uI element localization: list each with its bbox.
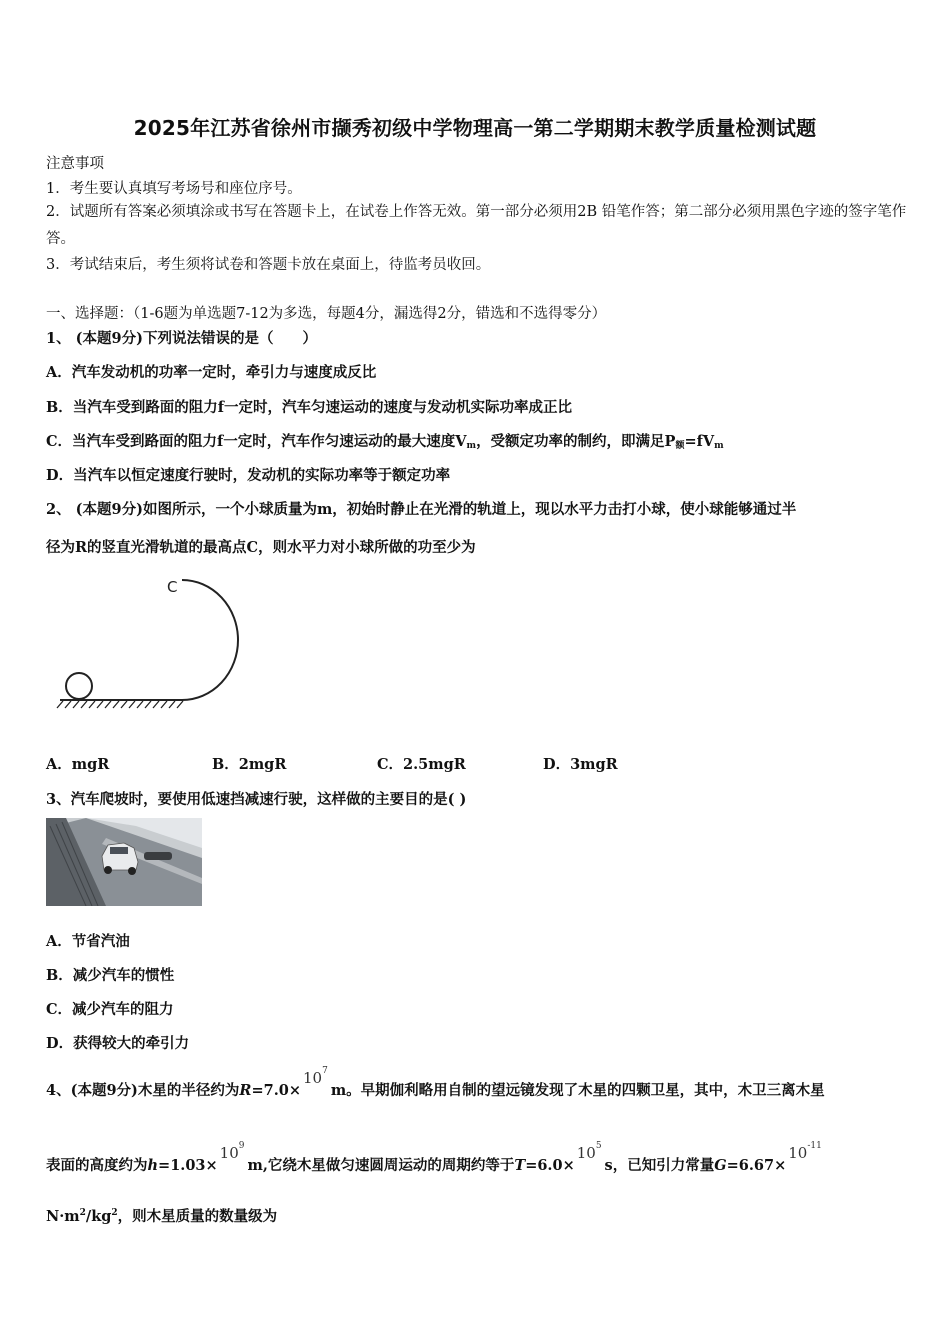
ground-hatching bbox=[57, 701, 183, 708]
q4-pow-r: $10^7$ bbox=[303, 1066, 328, 1087]
q1-c-text: C．当汽车受到路面的阻力f一定时，汽车作匀速运动的最大速度V bbox=[46, 433, 467, 450]
q4-p2-val2: =6.0× bbox=[525, 1157, 575, 1174]
q3-option-d: D．获得较大的牵引力 bbox=[46, 1035, 190, 1052]
q3-stem: 3、汽车爬坡时，要使用低速挡减速行驶，这样做的主要目的是( ) bbox=[46, 791, 467, 808]
notice-heading: 注意事项 bbox=[46, 156, 104, 172]
q4-var-t: T bbox=[514, 1157, 526, 1174]
q1-option-a: A．汽车发动机的功率一定时，牵引力与速度成反比 bbox=[46, 364, 377, 381]
q2-option-d: D．3mgR bbox=[543, 756, 618, 773]
q4-p2-pre: 表面的高度约为 bbox=[46, 1157, 148, 1174]
q3-option-b: B．减少汽车的惯性 bbox=[46, 967, 175, 984]
q4-p2-mid2: s，已知引力常量 bbox=[604, 1157, 715, 1174]
car-on-slope-photo bbox=[46, 818, 202, 906]
q4-var-r: R bbox=[239, 1082, 252, 1099]
q1-option-d: D．当汽车以恒定速度行驶时，发动机的实际功率等于额定功率 bbox=[46, 467, 451, 484]
q4-pow-g: $10^{-11}$ bbox=[788, 1141, 822, 1162]
q3-option-c: C．减少汽车的阻力 bbox=[46, 1001, 174, 1018]
q4-line3: $N\cdot m^2/kg^2$，则木星质量的数量级为 bbox=[46, 1208, 278, 1225]
q2-option-c: C．2.5mgR bbox=[377, 756, 466, 773]
q4-p2-mid: m,它绕木星做匀速圆周运动的周期约等于 bbox=[247, 1157, 515, 1174]
q1-c-mid: ，受额定功率的制约，即满足P bbox=[476, 433, 676, 450]
ball bbox=[66, 673, 92, 699]
q2-stem-line1: 2、 (本题9分)如图所示，一个小球质量为m，初始时静止在光滑的轨道上，现以水平力击打小球，使小球能够通过半 bbox=[46, 501, 797, 518]
notice-item-3: 3．考试结束后，考生须将试卷和答题卡放在桌面上，待监考员收回。 bbox=[46, 257, 491, 273]
q4-p2-val: =1.03× bbox=[158, 1157, 218, 1174]
q4-line1 bbox=[46, 1066, 825, 1100]
q4-pow-h: $10^9$ bbox=[219, 1141, 245, 1162]
q4-var-h: h bbox=[147, 1157, 159, 1174]
q4-p1-post: m。早期伽利略用自制的望远镜发现了木星的四颗卫星，其中，木卫三离木星 bbox=[330, 1082, 825, 1099]
notice-item-2: 2．试题所有答案必须填涂或书写在答题卡上，在试卷上作答无效。第一部分必须用2B 铅笔作答；第二部分必须用黑色字迹的签字笔作答。 bbox=[46, 204, 907, 247]
q1-stem: 1、 (本题9分)下列说法错误的是（ ） bbox=[46, 330, 317, 347]
q2-option-b: B．2mgR bbox=[212, 756, 287, 773]
notice-item-1: 1．考生要认真填写考场号和座位序号。 bbox=[46, 181, 302, 197]
section-heading: 一、选择题：（1-6题为单选题7-12为多选，每题4分，漏选得2分，错选和不选得零分） bbox=[46, 306, 607, 322]
q1-c-mid2: =fV bbox=[684, 433, 715, 450]
q1-c-sub1: m bbox=[466, 441, 477, 451]
page-title: 2025年江苏省徐州市撷秀初级中学物理高一第二学期期末教学质量检测试题 bbox=[133, 116, 817, 140]
track-diagram bbox=[55, 572, 255, 712]
q1-c-sub2: 额 bbox=[675, 441, 685, 451]
q2-stem-line2: 径为R的竖直光滑轨道的最高点C，则水平力对小球所做的功至少为 bbox=[46, 539, 476, 556]
q2-option-a: A．mgR bbox=[46, 756, 110, 773]
q1-option-c bbox=[46, 430, 724, 451]
q3-option-a: A．节省汽油 bbox=[46, 933, 130, 950]
q4-p1-pre: 4、(本题9分)木星的半径约为 bbox=[46, 1082, 240, 1099]
q4-p1-val: =7.0× bbox=[251, 1082, 301, 1099]
q1-option-b: B．当汽车受到路面的阻力f一定时，汽车匀速运动的速度与发动机实际功率成正比 bbox=[46, 399, 572, 416]
q4-p2-val3: =6.67× bbox=[726, 1157, 787, 1174]
q4-pow-t: $10^5$ bbox=[576, 1141, 602, 1162]
q4-var-g: G bbox=[714, 1157, 727, 1174]
q4-line2 bbox=[46, 1141, 825, 1175]
track-label-c: C bbox=[167, 578, 178, 596]
q4-p3-post: ，则木星质量的数量级为 bbox=[117, 1208, 278, 1225]
q1-c-sub3: m bbox=[714, 441, 724, 451]
track-curve bbox=[182, 580, 238, 700]
